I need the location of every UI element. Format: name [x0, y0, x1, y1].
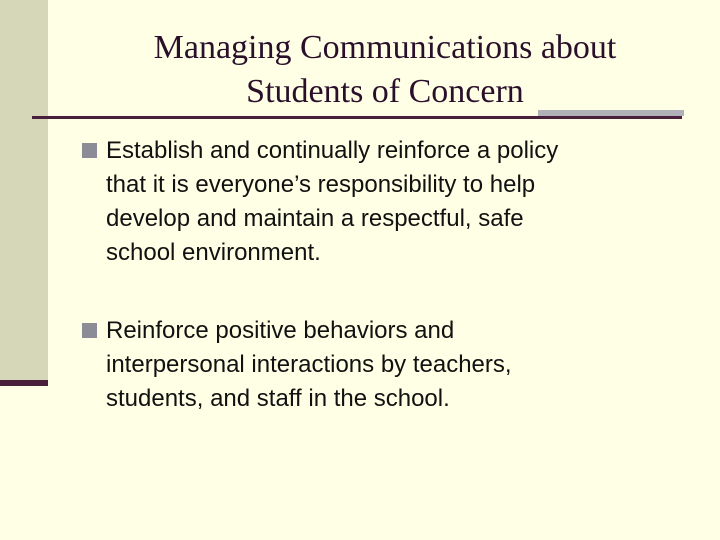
title-line: Managing Communications about	[153, 29, 617, 66]
bullet-list	[82, 134, 682, 460]
square-bullet-icon	[82, 323, 97, 338]
slide-title	[100, 26, 670, 114]
bullet-line: interpersonal interactions by teachers,	[106, 351, 512, 378]
bullet-line: develop and maintain a respectful, safe	[106, 205, 524, 232]
bullet-item	[82, 314, 682, 416]
left-sidebar-bar	[0, 0, 48, 382]
left-accent-bar	[0, 380, 48, 386]
bullet-line: students, and staff in the school.	[106, 385, 450, 412]
bullet-line: that it is everyone’s responsibility to help	[106, 171, 536, 198]
title-rule	[32, 116, 682, 119]
bullet-line: Establish and continually reinforce a policy	[106, 137, 559, 164]
square-bullet-icon	[82, 143, 97, 158]
bullet-line: school environment.	[106, 239, 321, 266]
bullet-line: Reinforce positive behaviors and	[106, 317, 455, 344]
bullet-item	[82, 134, 682, 270]
title-line: Students of Concern	[246, 73, 524, 110]
